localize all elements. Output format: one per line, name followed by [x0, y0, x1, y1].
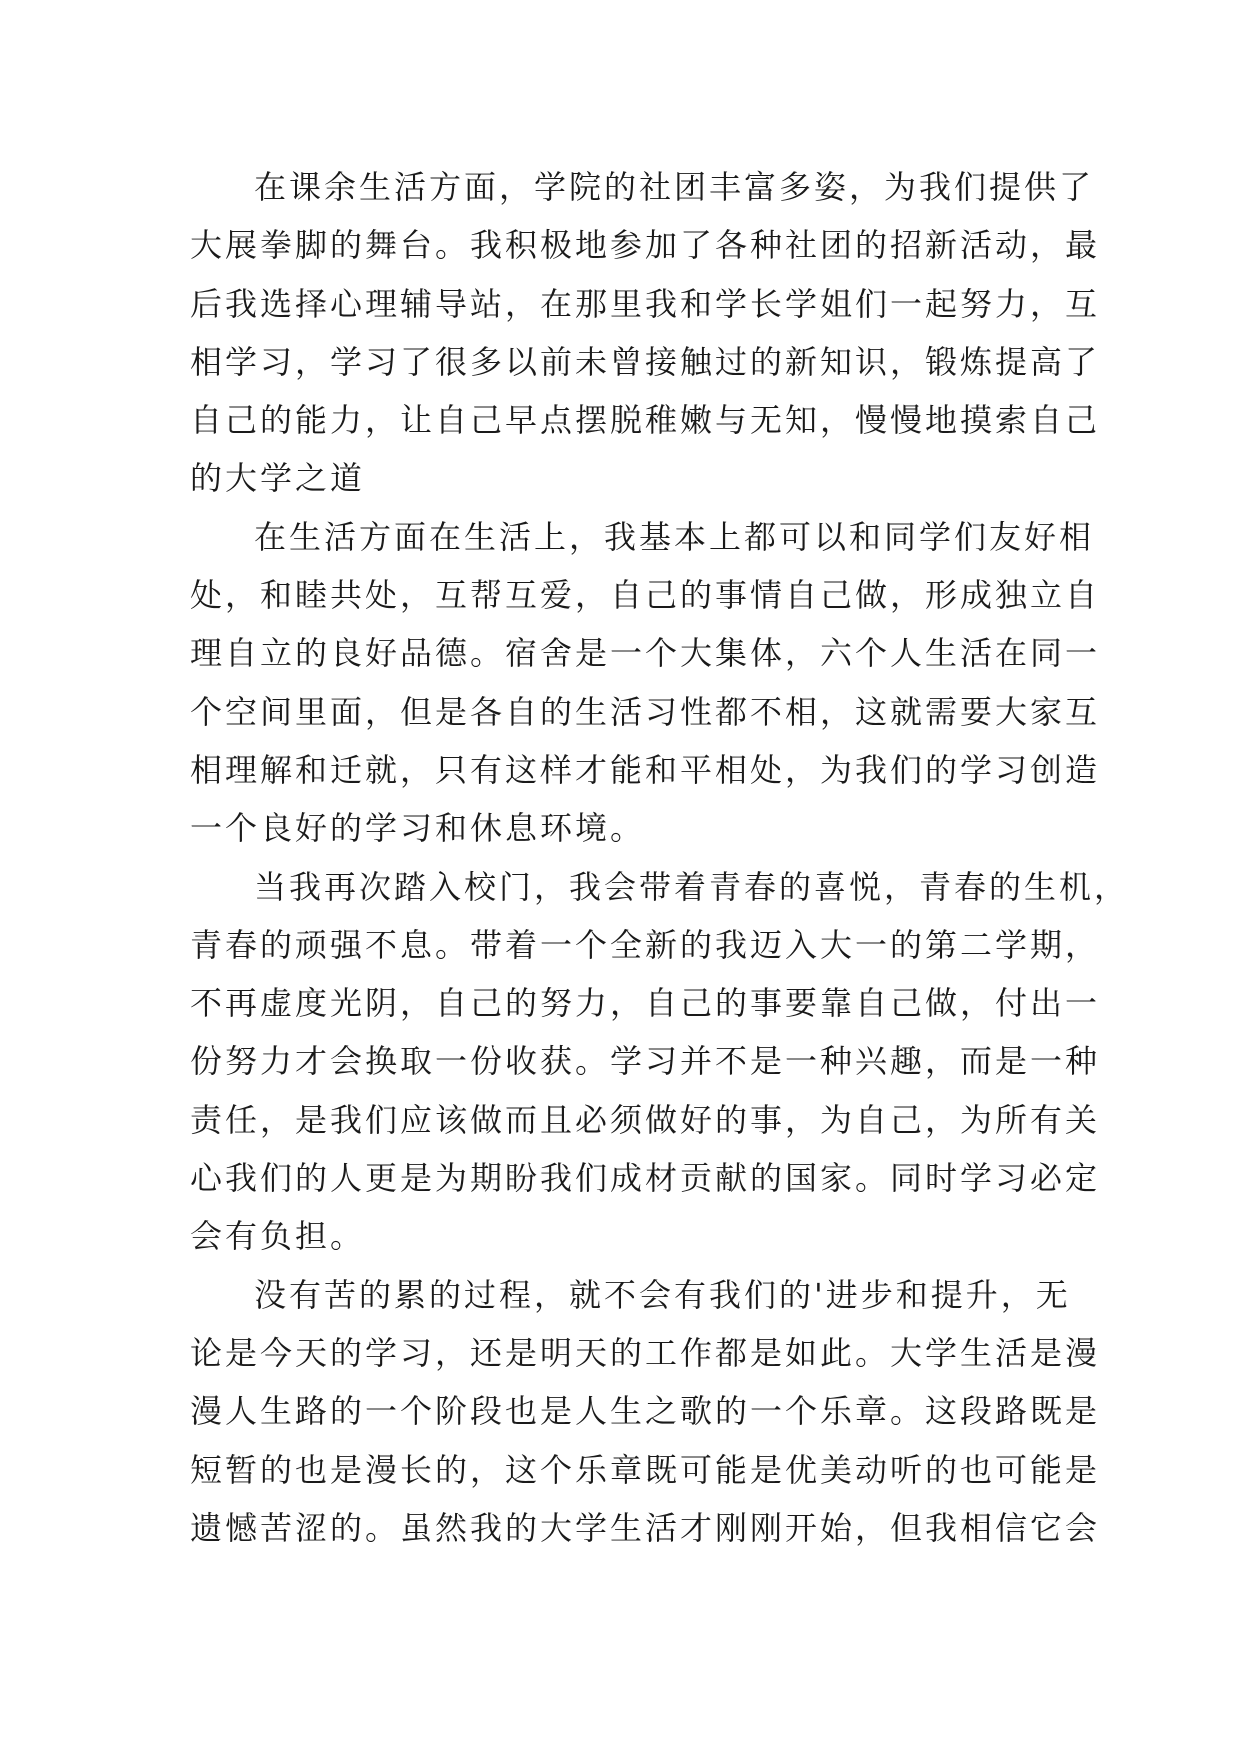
document-body — [190, 158, 1130, 1557]
text-line: 一个良好的学习和休息环境。 — [190, 809, 646, 848]
text-line: 理自立的良好品德。宿舍是一个大集体，六个人生活在同一 — [190, 634, 1101, 673]
paragraph-dorm-life — [190, 508, 1101, 858]
text-line: 个空间里面，但是各自的生活习性都不相，这就需要大家互 — [190, 692, 1101, 731]
text-line: 的大学之道 — [190, 459, 366, 498]
text-line: 遗憾苦涩的。虽然我的大学生活才刚刚开始，但我相信它会 — [190, 1508, 1101, 1547]
text-line: 青春的顽强不息。带着一个全新的我迈入大一的第二学期， — [190, 925, 1101, 964]
text-line: 处，和睦共处，互帮互爱，自己的事情自己做，形成独立自 — [190, 576, 1101, 615]
text-line: 后我选择心理辅导站，在那里我和学长学姐们一起努力，互 — [190, 284, 1101, 323]
text-line: 会有负担。 — [190, 1217, 366, 1256]
text-line: 不再虚度光阴，自己的努力，自己的事要靠自己做，付出一 — [190, 984, 1101, 1023]
text-line: 相学习，学习了很多以前未曾接触过的新知识，锻炼提高了 — [190, 342, 1101, 381]
text-line: 漫人生路的一个阶段也是人生之歌的一个乐章。这段路既是 — [190, 1392, 1101, 1431]
paragraph-university-journey — [190, 1266, 1101, 1557]
text-line: 大展拳脚的舞台。我积极地参加了各种社团的招新活动，最 — [190, 226, 1101, 265]
text-line: 份努力才会换取一份收获。学习并不是一种兴趣，而是一种 — [190, 1042, 1101, 1081]
text-line: 没有苦的累的过程，就不会有我们的'进步和提升，无 — [254, 1275, 1071, 1314]
paragraph-club-life — [190, 158, 1101, 508]
text-line: 论是今天的学习，还是明天的工作都是如此。大学生活是漫 — [190, 1333, 1101, 1372]
text-line: 在生活方面在生活上，我基本上都可以和同学们友好相 — [254, 517, 1095, 556]
text-line: 心我们的人更是为期盼我们成材贡献的国家。同时学习必定 — [190, 1159, 1101, 1198]
text-line: 责任，是我们应该做而且必须做好的事，为自己，为所有关 — [190, 1100, 1101, 1139]
text-line: 在课余生活方面，学院的社团丰富多姿，为我们提供了 — [254, 168, 1095, 206]
text-line: 相理解和迁就，只有这样才能和平相处，为我们的学习创造 — [190, 750, 1101, 789]
text-line: 自己的能力，让自己早点摆脱稚嫩与无知，慢慢地摸索自己 — [190, 401, 1101, 440]
text-line: 短暂的也是漫长的，这个乐章既可能是优美动听的也可能是 — [190, 1450, 1101, 1489]
paragraph-new-semester — [190, 858, 1130, 1266]
text-line: 当我再次踏入校门，我会带着青春的喜悦，青春的生机， — [254, 867, 1130, 906]
